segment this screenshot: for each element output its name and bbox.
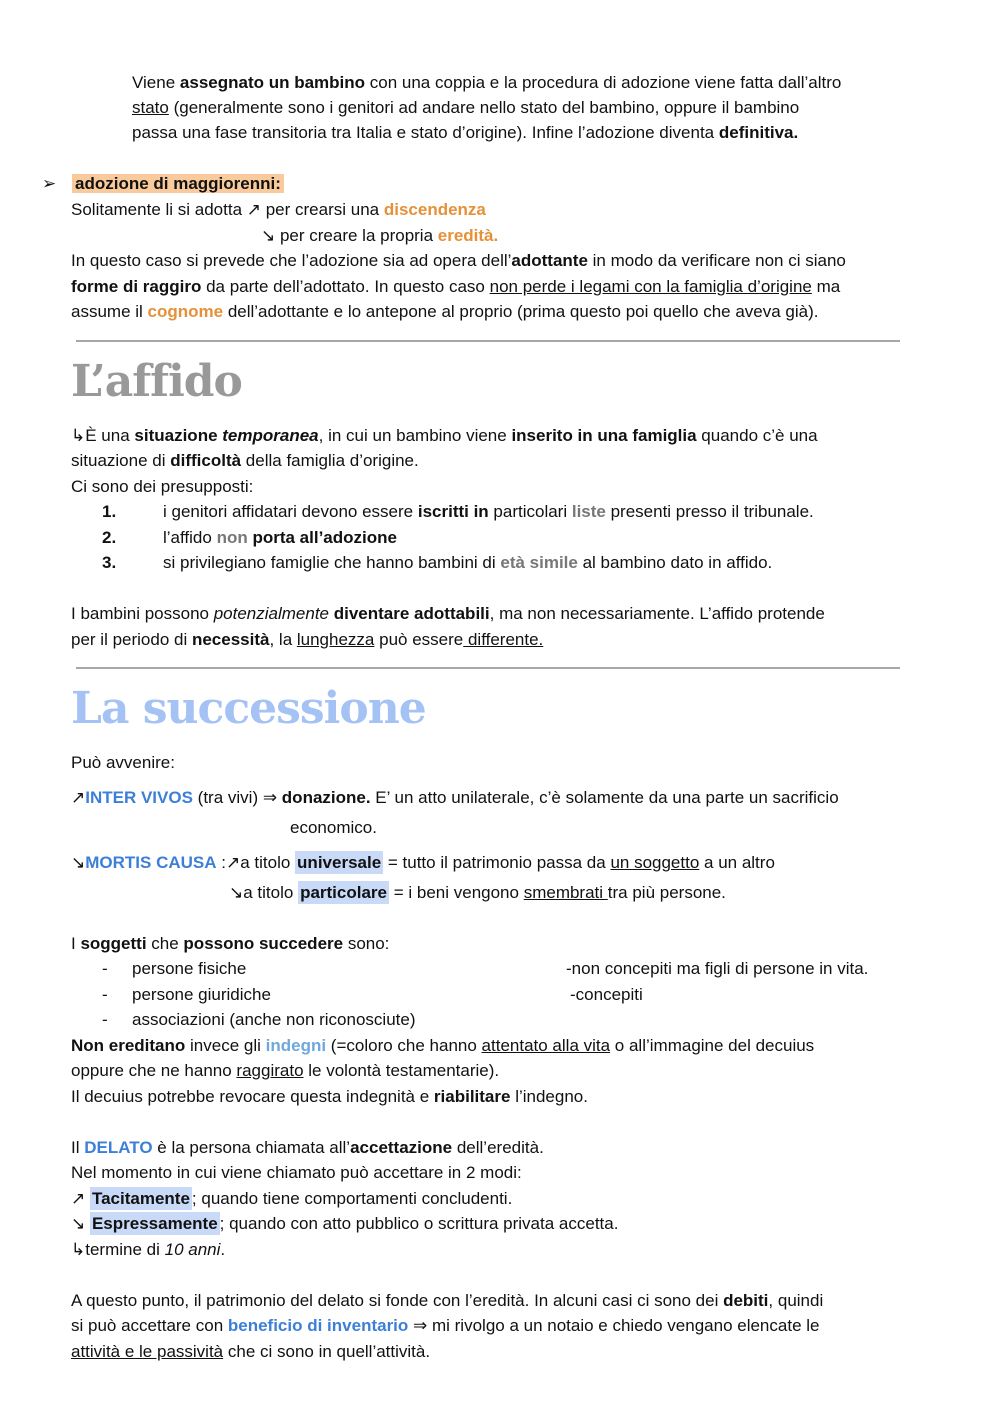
ereditano-line-3: Il decuius potrebbe revocare questa indegnità e riabilitare l’indegno. <box>71 1087 588 1106</box>
list-item: associazioni (anche non riconosciute) <box>132 1010 416 1029</box>
affido-para-1: I bambini possono potenzialmente diventare adottabili, ma non necessariamente. L’affido protende <box>71 604 825 623</box>
intl-line-1: Viene assegnato un bambino con una coppia e la procedura di adozione viene fatta dall’altro <box>132 73 842 92</box>
maggiorenni-line-3: In questo caso si prevede che l’adozione sia ad opera dell’adottante in modo da verificare non ci siano <box>71 251 846 270</box>
affido-line-1: ↳È una situazione temporanea, in cui un bambino viene inserito in una famiglia quando c’è una <box>71 426 818 445</box>
list-dash: - <box>102 1010 108 1029</box>
intl-line-2: stato (generalmente sono i genitori ad andare nello stato del bambino, oppure il bambino <box>132 98 800 117</box>
final-line-1: A questo punto, il patrimonio del delato si fonde con l’eredità. In alcuni casi ci sono dei debiti, quindi <box>71 1291 824 1310</box>
successione-title: La successione <box>71 683 426 734</box>
maggiorenni-line-5: assume il cognome dell’adottante e lo antepone al proprio (prima questo poi quello che aveva già). <box>71 302 819 321</box>
ereditano-line-1: Non ereditano invece gli indegni (=coloro che hanno attentato alla vita o all’immagine del decuius <box>71 1036 815 1055</box>
maggiorenni-line-4: forme di raggiro da parte dell’adottato. In questo caso non perde i legami con la famiglia d’origine ma <box>71 277 841 296</box>
section-divider <box>76 340 900 342</box>
affido-line-3: Ci sono dei presupposti: <box>71 477 254 496</box>
inter-vivos-line: ↗INTER VIVOS (tra vivi) ⇒ donazione. E’ un atto unilaterale, c’è solamente da una parte un sacrificio <box>71 788 839 807</box>
list-dash: - <box>102 985 108 1004</box>
arrow-down-right-icon: ↘ <box>71 853 86 872</box>
mortis-causa-line-2: ↘a titolo particolare = i beni vengono smembrati tra più persone. <box>229 883 726 902</box>
final-line-3: attività e le passività che ci sono in quell’attività. <box>71 1342 431 1361</box>
list-item: persone fisiche <box>132 959 247 978</box>
maggiorenni-line-2: ↘ per creare la propria eredità. <box>261 226 499 245</box>
list-item-right: -concepiti <box>570 985 643 1004</box>
final-line-2: si può accettare con beneficio di inventario ⇒ mi rivolgo a un notaio e chiedo vengano elencate le <box>71 1316 820 1335</box>
affido-para-2: per il periodo di necessità, la lunghezza può essere differente. <box>71 630 544 649</box>
section-divider <box>76 667 900 669</box>
inter-vivos-line-2: economico. <box>290 818 377 837</box>
delato-line-1: Il DELATO è la persona chiamata all’accettazione dell’eredità. <box>71 1138 544 1157</box>
arrow-up-right-icon: ↗ <box>71 788 86 807</box>
intl-line-3: passa una fase transitoria tra Italia e stato d’origine). Infine l’adozione diventa definitiva. <box>132 123 799 142</box>
list-item-right: -non concepiti ma figli di persone in vita. <box>566 959 869 978</box>
affido-title: L’affido <box>71 356 242 407</box>
maggiorenni-line-1: Solitamente li si adotta ↗ per crearsi una discendenza <box>71 200 486 219</box>
soggetti-line: I soggetti che possono succedere sono: <box>71 934 390 953</box>
successione-intro: Può avvenire: <box>71 753 175 772</box>
affido-item-1: 1. i genitori affidatari devono essere iscritti in particolari liste presenti presso il tribunale. <box>102 502 814 521</box>
arrow-bullet-icon: ➢ <box>42 174 57 193</box>
list-dash: - <box>102 959 108 978</box>
delato-line-5: ↳termine di 10 anni. <box>71 1240 226 1259</box>
ereditano-line-2: oppure che ne hanno raggirato le volontà testamentarie). <box>71 1061 500 1080</box>
delato-line-4: ↘ Espressamente ; quando con atto pubblico o scrittura privata accetta. <box>71 1214 619 1233</box>
maggiorenni-heading: adozione di maggiorenni: <box>72 172 284 196</box>
affido-item-2: 2. l’affido non porta all’adozione <box>102 528 397 547</box>
affido-line-2: situazione di difficoltà della famiglia d’origine. <box>71 451 419 470</box>
delato-line-3: ↗ Tacitamente ; quando tiene comportamenti concludenti. <box>71 1189 513 1208</box>
mortis-causa-line: ↘MORTIS CAUSA :↗a titolo universale = tutto il patrimonio passa da un soggetto a un altro <box>71 853 775 872</box>
affido-item-3: 3. si privilegiano famiglie che hanno bambini di età simile al bambino dato in affido. <box>102 553 773 572</box>
list-item: persone giuridiche <box>132 985 271 1004</box>
delato-line-2: Nel momento in cui viene chiamato può accettare in 2 modi: <box>71 1163 522 1182</box>
